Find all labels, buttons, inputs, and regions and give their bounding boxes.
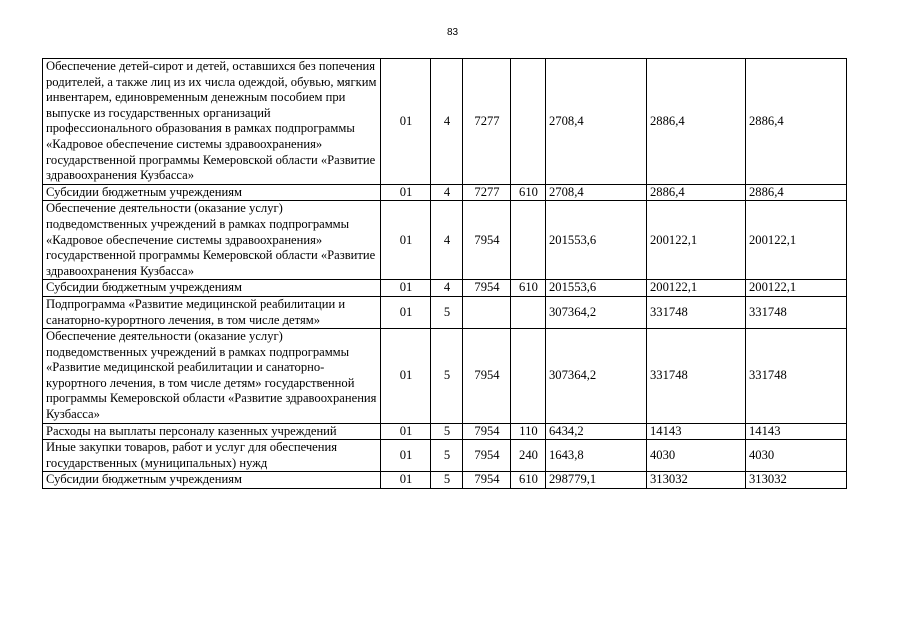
section-code: 01 (381, 59, 431, 185)
subsection-code: 4 (431, 280, 463, 297)
expense-type-code: 610 (511, 280, 546, 297)
amount-year-2: 2886,4 (647, 184, 746, 201)
section-code: 01 (381, 201, 431, 280)
subsection-code: 5 (431, 440, 463, 472)
amount-year-1: 201553,6 (546, 280, 647, 297)
amount-year-2: 14143 (647, 423, 746, 440)
table-row (43, 329, 847, 424)
target-code: 7954 (463, 472, 511, 489)
amount-year-3: 2886,4 (746, 59, 847, 185)
target-code: 7277 (463, 184, 511, 201)
amount-year-3: 200122,1 (746, 201, 847, 280)
subsection-code: 4 (431, 59, 463, 185)
amount-year-3: 4030 (746, 440, 847, 472)
target-code: 7954 (463, 423, 511, 440)
table-row (43, 423, 847, 440)
section-code: 01 (381, 423, 431, 440)
amount-year-1: 201553,6 (546, 201, 647, 280)
budget-table (42, 58, 847, 489)
target-code (463, 296, 511, 328)
amount-year-1: 307364,2 (546, 329, 647, 424)
expense-type-code: 110 (511, 423, 546, 440)
amount-year-1: 2708,4 (546, 184, 647, 201)
amount-year-1: 298779,1 (546, 472, 647, 489)
amount-year-2: 331748 (647, 329, 746, 424)
row-name: Иные закупки товаров, работ и услуг для обеспечения государственных (муниципальных) нужд (43, 440, 381, 472)
amount-year-1: 307364,2 (546, 296, 647, 328)
row-name: Субсидии бюджетным учреждениям (43, 280, 381, 297)
amount-year-2: 2886,4 (647, 59, 746, 185)
amount-year-1: 1643,8 (546, 440, 647, 472)
expense-type-code: 240 (511, 440, 546, 472)
section-code: 01 (381, 472, 431, 489)
page-number: 83 (446, 27, 459, 38)
amount-year-3: 14143 (746, 423, 847, 440)
row-name: Обеспечение деятельности (оказание услуг) подведомственных учреждений в рамках подпрограммы «Развитие медицинской реабилитации и санаторно-курортного лечения, в том числе детям» государственной программы Кемеровской области «Развитие здравоохранения Кузбасса» (43, 329, 381, 424)
expense-type-code: 610 (511, 472, 546, 489)
amount-year-3: 331748 (746, 329, 847, 424)
subsection-code: 5 (431, 472, 463, 489)
subsection-code: 5 (431, 423, 463, 440)
subsection-code: 5 (431, 296, 463, 328)
expense-type-code (511, 296, 546, 328)
amount-year-2: 200122,1 (647, 280, 746, 297)
target-code: 7277 (463, 59, 511, 185)
target-code: 7954 (463, 440, 511, 472)
expense-type-code (511, 329, 546, 424)
row-name: Субсидии бюджетным учреждениям (43, 184, 381, 201)
row-name: Обеспечение деятельности (оказание услуг) подведомственных учреждений в рамках подпрограммы «Кадровое обеспечение системы здравоохранения» государственной программы Кемеровской области «Развитие здравоохранения Кузбасса» (43, 201, 381, 280)
subsection-code: 4 (431, 201, 463, 280)
row-name: Расходы на выплаты персоналу казенных учреждений (43, 423, 381, 440)
amount-year-3: 200122,1 (746, 280, 847, 297)
table-row (43, 280, 847, 297)
amount-year-2: 4030 (647, 440, 746, 472)
amount-year-2: 313032 (647, 472, 746, 489)
target-code: 7954 (463, 329, 511, 424)
expense-type-code: 610 (511, 184, 546, 201)
amount-year-3: 313032 (746, 472, 847, 489)
expense-type-code (511, 59, 546, 185)
row-name: Обеспечение детей-сирот и детей, оставшихся без попечения родителей, а также лиц из их числа одеждой, обувью, мягким инвентарем, единовременным денежным пособием при выпуске из государственных организаций профессионального образования в рамках подпрограммы «Кадровое обеспечение системы здравоохранения» государственной программы Кемеровской области «Развитие здравоохранения Кузбасса» (43, 59, 381, 185)
amount-year-2: 331748 (647, 296, 746, 328)
section-code: 01 (381, 280, 431, 297)
section-code: 01 (381, 440, 431, 472)
row-name: Субсидии бюджетным учреждениям (43, 472, 381, 489)
section-code: 01 (381, 184, 431, 201)
target-code: 7954 (463, 201, 511, 280)
amount-year-3: 2886,4 (746, 184, 847, 201)
table-row (43, 184, 847, 201)
section-code: 01 (381, 329, 431, 424)
table-row (43, 201, 847, 280)
amount-year-2: 200122,1 (647, 201, 746, 280)
amount-year-1: 6434,2 (546, 423, 647, 440)
table-row (43, 296, 847, 328)
subsection-code: 5 (431, 329, 463, 424)
table-row (43, 59, 847, 185)
table-row (43, 440, 847, 472)
subsection-code: 4 (431, 184, 463, 201)
table-row (43, 472, 847, 489)
target-code: 7954 (463, 280, 511, 297)
section-code: 01 (381, 296, 431, 328)
expense-type-code (511, 201, 546, 280)
amount-year-1: 2708,4 (546, 59, 647, 185)
row-name: Подпрограмма «Развитие медицинской реабилитации и санаторно-курортного лечения, в том числе детям» (43, 296, 381, 328)
amount-year-3: 331748 (746, 296, 847, 328)
